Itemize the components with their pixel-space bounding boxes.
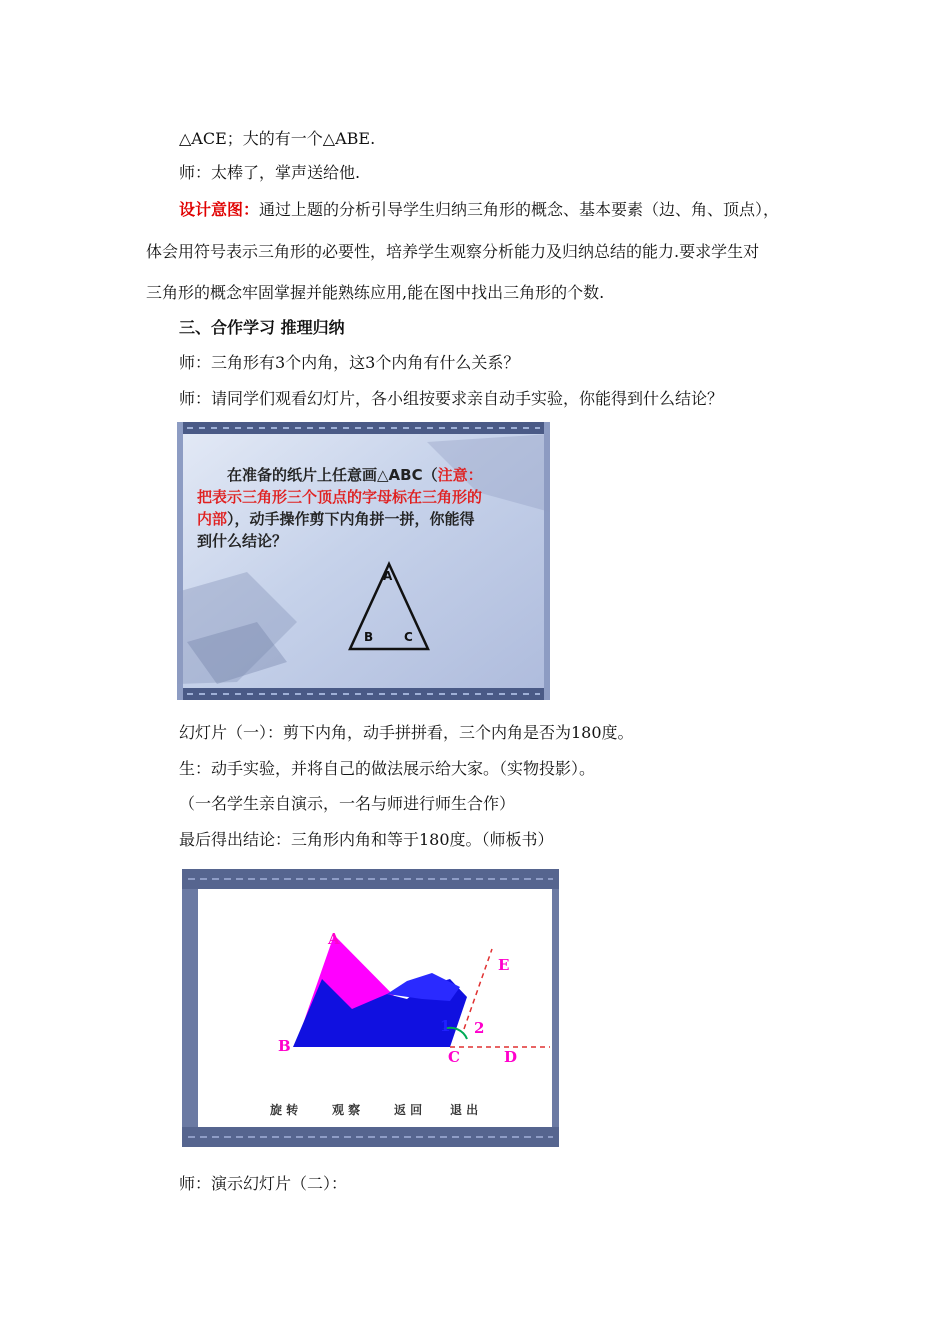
text-line: △ACE；大的有一个△ABE. (179, 129, 376, 148)
slide-one-text: ），动手操作剪下内角拼一拼，你能得 (227, 510, 475, 528)
svg-text:内部），动手操作剪下内角拼一拼，你能得 (197, 510, 475, 529)
label-a: A (328, 930, 340, 948)
back-button[interactable]: 返 回 (394, 1103, 423, 1117)
exit-button[interactable]: 退 出 (450, 1103, 479, 1117)
text-line: 生：动手实验，并将自己的做法展示给大家。（实物投影）。 (179, 759, 596, 778)
label-c: C (448, 1048, 460, 1066)
design-intent-line (179, 200, 779, 220)
vertex-b-label: B (364, 630, 374, 644)
angle-2-label: 2 (474, 1019, 485, 1037)
slide-one-note: 内部 (197, 510, 228, 528)
text-line: 师：三角形有3个内角，这3个内角有什么关系？ (179, 353, 520, 372)
angle-1-label: 1 (440, 1017, 451, 1035)
design-intent-text: 通过上题的分析引导学生归纳三角形的概念、基本要素（边、角、顶点）， (259, 200, 780, 219)
text-line: 幻灯片（一）：剪下内角，动手拼拼看，三个内角是否为180度。 (179, 723, 634, 742)
text-line: （一名学生亲自演示，一名与师进行师生合作） (179, 794, 516, 813)
rotate-button[interactable]: 旋 转 (270, 1103, 299, 1117)
text-line: 师：太棒了，掌声送给他. (179, 163, 361, 182)
svg-text:在准备的纸片上任意画△ABC（注意： (227, 466, 483, 484)
section-heading: 三、合作学习 推理归纳 (179, 318, 345, 337)
slide-one-note: 把表示三角形三个顶点的字母标在三角形的 (197, 488, 483, 506)
observe-button[interactable]: 观 察 (332, 1103, 361, 1117)
text-line: 三角形的概念牢固掌握并能熟练应用,能在图中找出三角形的个数. (146, 283, 605, 302)
slide-one-image (177, 422, 550, 700)
slide-two-image (182, 869, 559, 1147)
vertex-c-label: C (404, 630, 413, 644)
slide-one-text: 到什么结论？ (197, 532, 288, 550)
label-e: E (498, 956, 510, 974)
text-line: 最后得出结论：三角形内角和等于180度。（师板书） (179, 830, 554, 849)
label-d: D (504, 1048, 518, 1066)
text-line: 体会用符号表示三角形的必要性，培养学生观察分析能力及归纳总结的能力.要求学生对 (146, 242, 760, 261)
label-b: B (278, 1037, 291, 1055)
text-line: 师：演示幻灯片（二）： (179, 1174, 348, 1193)
text-line: 师：请同学们观看幻灯片，各小组按要求亲自动手实验，你能得到什么结论？ (179, 389, 724, 408)
slide-one-note: 注意： (437, 466, 483, 484)
slide-one-text: 在准备的纸片上任意画△ABC（ (227, 466, 438, 484)
design-intent-label: 设计意图： (179, 200, 260, 219)
vertex-a-label: A (383, 569, 393, 583)
